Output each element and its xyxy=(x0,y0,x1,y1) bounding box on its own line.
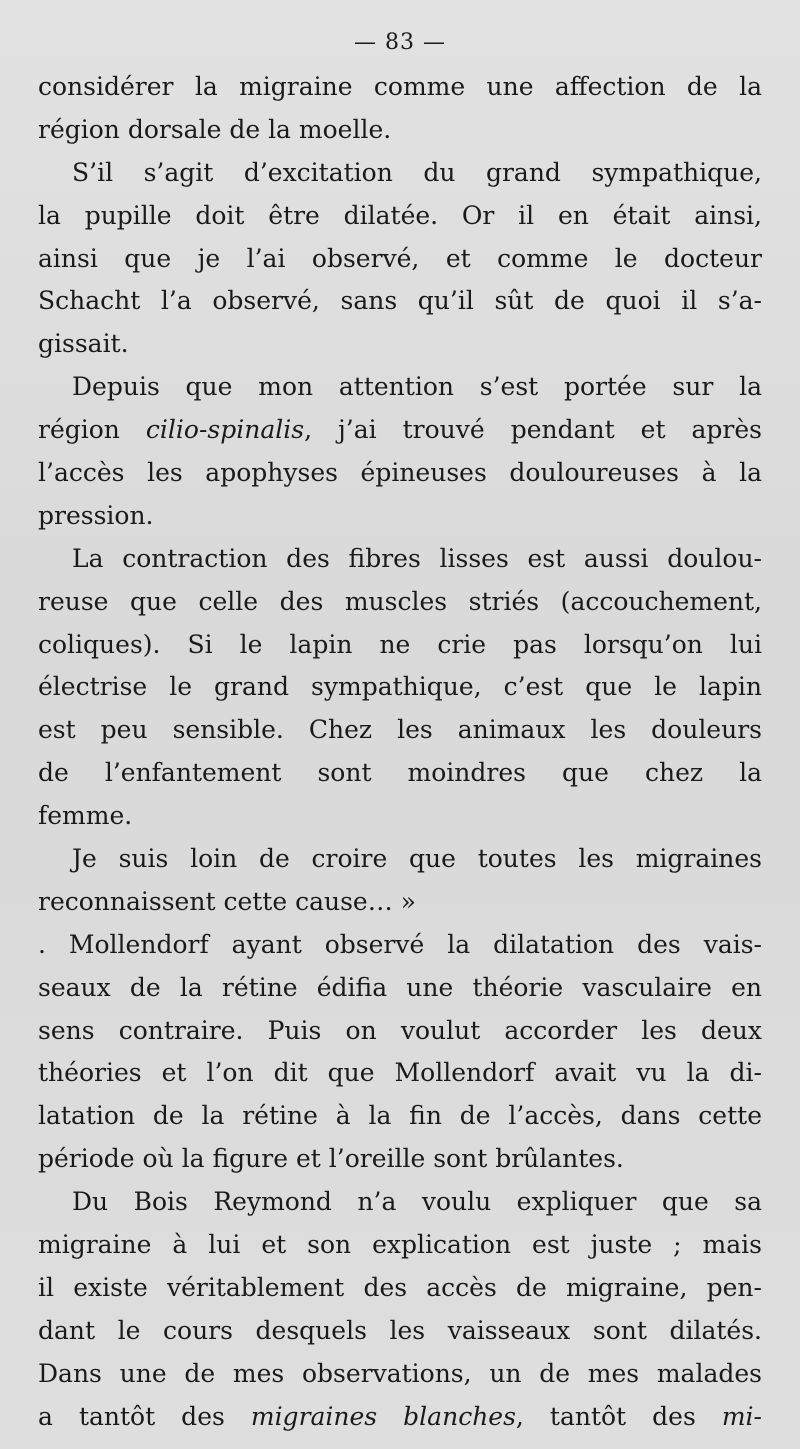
text-line xyxy=(38,152,762,195)
text-run: de l’enfantement sont moindres que chez la xyxy=(38,758,762,788)
text-run: région dorsale de la moelle. xyxy=(38,114,392,144)
text-line xyxy=(38,624,762,667)
text-line xyxy=(38,409,762,452)
text-run: sens contraire. Puis on voulut accorder les deux xyxy=(38,1015,762,1045)
text-line xyxy=(38,581,762,624)
text-line xyxy=(38,1010,762,1053)
text-line xyxy=(38,109,762,152)
text-line xyxy=(38,1396,762,1439)
text-line xyxy=(38,323,762,366)
text-line xyxy=(38,924,762,967)
page-number: — 83 — xyxy=(354,30,446,55)
text-run: période où la figure et l’oreille sont brûlantes. xyxy=(38,1144,624,1174)
text-run: Dans une de mes observations, un de mes malades xyxy=(38,1358,762,1388)
text-run: latation de la rétine à la fin de l’accès, dans cette xyxy=(38,1101,762,1131)
text-run: coliques). Si le lapin ne crie pas lorsqu’on lui xyxy=(38,629,762,659)
text-line xyxy=(38,538,762,581)
italic-text: mi- xyxy=(721,1401,762,1431)
text-run: la pupille doit être dilatée. Or il en était ainsi, xyxy=(38,200,762,230)
text-run: pression. xyxy=(38,500,154,530)
text-line xyxy=(38,881,762,924)
text-line xyxy=(38,280,762,323)
text-line xyxy=(38,838,762,881)
body-text xyxy=(38,66,762,1439)
text-line xyxy=(38,1138,762,1181)
text-line xyxy=(38,709,762,752)
text-run: Je suis loin de croire que toutes les migraines xyxy=(72,844,762,874)
italic-text: cilio-spinalis xyxy=(145,415,305,445)
text-line xyxy=(38,1267,762,1310)
text-run: considérer la migraine comme une affection de la xyxy=(38,72,762,101)
text-line xyxy=(38,1353,762,1396)
text-line xyxy=(38,366,762,409)
text-run: S’il s’agit d’excitation du grand sympathique, xyxy=(72,157,762,187)
text-run: ainsi que je l’ai observé, et comme le docteur xyxy=(38,243,762,273)
text-line xyxy=(38,1181,762,1224)
text-run: théories et l’on dit que Mollendorf avait vu la di- xyxy=(38,1058,762,1088)
text-line xyxy=(38,666,762,709)
text-run: seaux de la rétine édifia une théorie vasculaire en xyxy=(38,972,762,1002)
text-line xyxy=(38,66,762,109)
text-run: gissait. xyxy=(38,329,129,359)
text-line xyxy=(38,1095,762,1138)
text-run: Schacht l’a observé, sans qu’il sût de quoi il s’a- xyxy=(38,286,762,316)
text-line xyxy=(38,795,762,838)
text-line xyxy=(38,1052,762,1095)
text-run: est peu sensible. Chez les animaux les douleurs xyxy=(38,715,762,745)
text-run: , tantôt des xyxy=(515,1401,722,1431)
text-run: La contraction des fibres lisses est aussi doulou- xyxy=(72,543,762,573)
text-run: Du Bois Reymond n’a voulu expliquer que sa xyxy=(72,1187,762,1217)
text-run: femme. xyxy=(38,801,133,831)
text-run: électrise le grand sympathique, c’est que le lapin xyxy=(38,672,762,702)
text-run: migraine à lui et son explication est juste ; mais xyxy=(38,1230,762,1260)
text-run: a tantôt des xyxy=(38,1401,251,1431)
text-run: région xyxy=(38,415,146,445)
text-run: il existe véritablement des accès de migraine, pen- xyxy=(38,1272,762,1302)
text-line xyxy=(38,967,762,1010)
text-run: reuse que celle des muscles striés (accouchement, xyxy=(38,586,762,616)
text-run: . Mollendorf ayant observé la dilatation des vais- xyxy=(38,929,762,959)
text-line xyxy=(38,495,762,538)
text-run: Depuis que mon attention s’est portée sur la xyxy=(72,372,762,402)
text-line xyxy=(38,752,762,795)
text-line xyxy=(38,238,762,281)
text-line xyxy=(38,1310,762,1353)
text-run: l’accès les apophyses épineuses douloureuses à la xyxy=(38,458,762,488)
text-line xyxy=(38,195,762,238)
text-run: reconnaissent cette cause… » xyxy=(38,886,416,916)
text-line xyxy=(38,452,762,495)
italic-text: migraines blanches xyxy=(250,1401,516,1431)
text-run: dant le cours desquels les vaisseaux sont dilatés. xyxy=(38,1315,762,1345)
text-run: , j’ai trouvé pendant et après xyxy=(304,415,762,445)
text-line xyxy=(38,1224,762,1267)
